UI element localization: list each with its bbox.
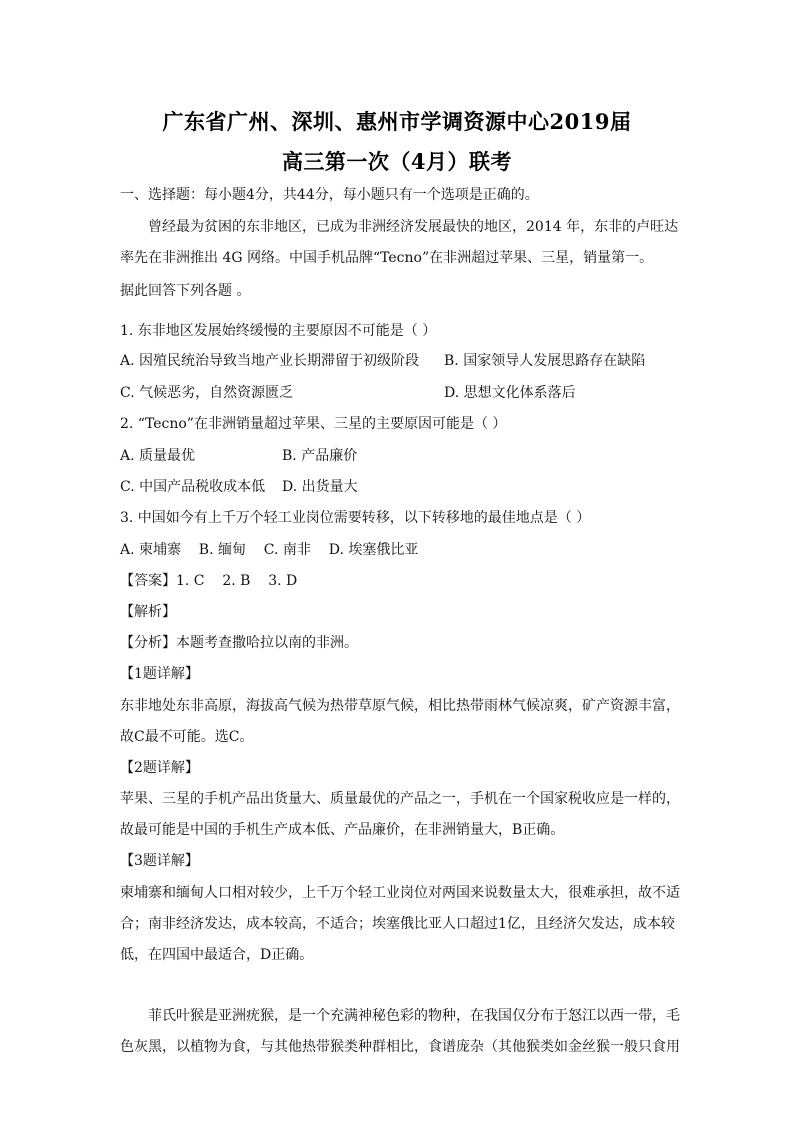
analysis-summary: 【分析】本题考查撒哈拉以南的非洲。 <box>120 635 358 651</box>
detail-3-line1: 柬埔寨和缅甸人口相对较少，上千万个轻工业岗位对两国来说数量太大，很难承担，故不适 <box>120 885 680 901</box>
detail-2-line1: 苹果、三星的手机产品出货量大、质量最优的产品之一，手机在一个国家税收应是一样的， <box>120 791 680 807</box>
passage2-line2: 色灰黑，以植物为食，与其他热带猴类种群相比，食谱庞杂（其他猴类如金丝猴一般只食用 <box>120 1039 680 1055</box>
document-title-line1: 广东省广州、深圳、惠州市学调资源中心2019届 <box>162 109 632 134</box>
detail-1-header: 【1题详解】 <box>120 666 199 682</box>
question-2-option-a: A. 质量最优 <box>120 448 196 464</box>
answer-line: 【答案】1. C 2. B 3. D <box>120 573 298 589</box>
detail-3-line3: 低，在四国中最适合，D正确。 <box>120 947 314 963</box>
question-3-stem: 3. 中国如今有上千万个轻工业岗位需要转移，以下转移地的最佳地点是（ ） <box>120 510 591 526</box>
detail-2-line2: 故最可能是中国的手机生产成本低、产品廉价，在非洲销量大，B正确。 <box>120 822 565 838</box>
question-1-option-a: A. 因殖民统治导致当地产业长期滞留于初级阶段 <box>120 353 420 369</box>
detail-1-line2: 故C最不可能。选C。 <box>120 729 254 745</box>
question-2-stem: 2. “Tecno”在非洲销量超过苹果、三星的主要原因可能是（ ） <box>120 416 507 432</box>
document-title-line2: 高三第一次（4月）联考 <box>281 149 513 174</box>
passage1-line3: 据此回答下列各题 。 <box>120 283 251 299</box>
question-2-option-b: B. 产品廉价 <box>282 448 358 464</box>
question-2-option-d: D. 出货量大 <box>282 479 358 495</box>
question-3-options: A. 柬埔寨 B. 缅甸 C. 南非 D. 埃塞俄比亚 <box>120 542 419 558</box>
passage2-line1: 菲氏叶猴是亚洲疣猴，是一个充满神秘色彩的物种，在我国仅分布于怒江以西一带，毛 <box>148 1008 680 1024</box>
detail-3-line2: 合；南非经济发达，成本较高，不适合；埃塞俄比亚人口超过1亿，且经济欠发达，成本较 <box>120 916 675 932</box>
analysis-header: 【解析】 <box>120 604 176 620</box>
passage1-line2: 率先在非洲推出 4G 网络。中国手机品牌“Tecno”在非洲超过苹果、三星，销量第一。 <box>120 250 654 266</box>
section-header: 一、选择题：每小题4分，共44分，每小题只有一个选项是正确的。 <box>120 187 539 203</box>
question-1-option-d: D. 思想文化体系落后 <box>444 385 576 401</box>
question-1-option-c: C. 气候恶劣，自然资源匮乏 <box>120 385 294 401</box>
detail-2-header: 【2题详解】 <box>120 760 199 776</box>
question-1-option-b: B. 国家领导人发展思路存在缺陷 <box>444 353 646 369</box>
question-1-stem: 1. 东非地区发展始终缓慢的主要原因不可能是（ ） <box>120 323 437 339</box>
question-2-option-c: C. 中国产品税收成本低 <box>120 479 266 495</box>
detail-3-header: 【3题详解】 <box>120 853 199 869</box>
detail-1-line1: 东非地处东非高原，海拔高气候为热带草原气候，相比热带雨林气候凉爽，矿产资源丰富， <box>120 698 680 714</box>
passage1-line1: 曾经最为贫困的东非地区，已成为非洲经济发展最快的地区，2014 年，东非的卢旺达 <box>148 219 679 235</box>
